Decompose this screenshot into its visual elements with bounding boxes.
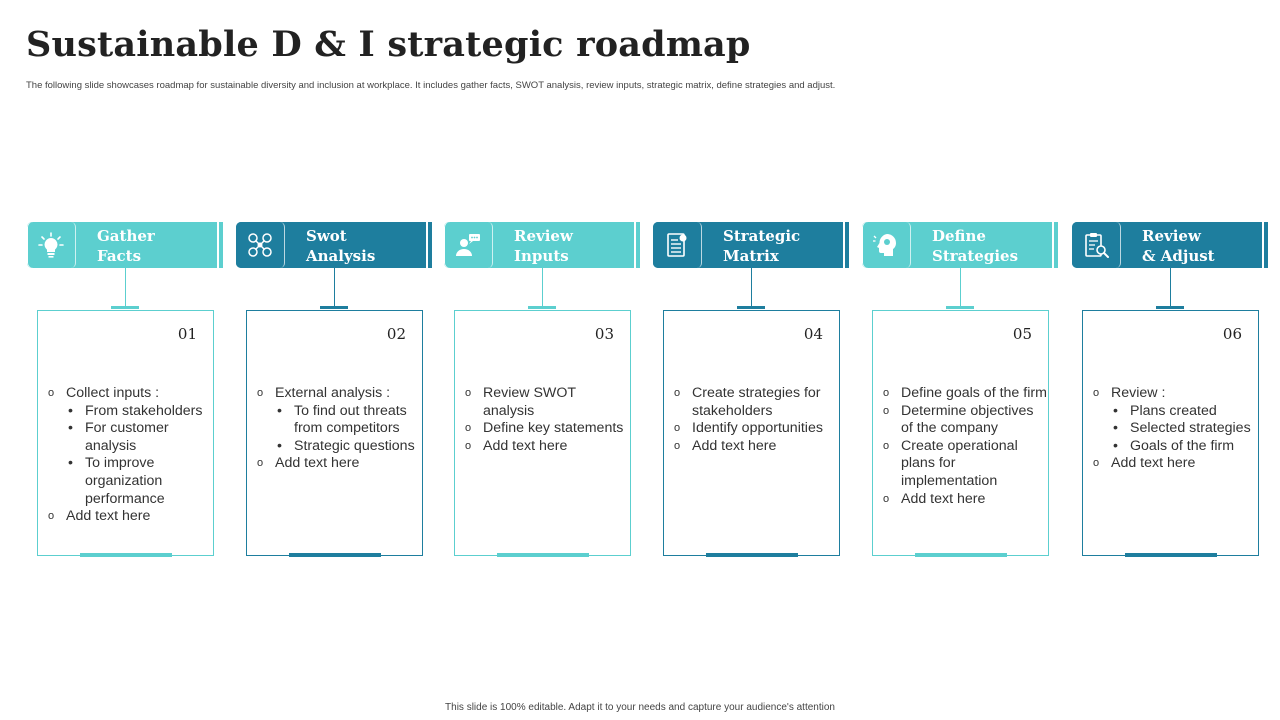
step-banner [444, 222, 640, 268]
list-item: • Plans created [1093, 403, 1258, 421]
list-item: o Determine objectives of the company [883, 403, 1048, 438]
footer-note: This slide is 100% editable. Adapt it to your needs and capture your audience's attention [445, 702, 835, 713]
lightbulb-icon [27, 222, 76, 268]
list-item: o Define key statements [465, 420, 630, 438]
page-title: Sustainable D & I strategic roadmap [26, 24, 751, 65]
document-badge-icon [653, 222, 702, 268]
step-banner [653, 222, 849, 268]
list-item: o Add text here [1093, 455, 1258, 473]
step-swot-analysis [236, 222, 432, 558]
step-number: 02 [386, 325, 406, 343]
connector-line [334, 268, 335, 308]
list-item: o Review : [1093, 385, 1258, 403]
step-card [37, 310, 214, 556]
step-list [48, 385, 213, 526]
step-review-inputs [444, 222, 640, 558]
connector-line [125, 268, 126, 308]
step-banner [862, 222, 1058, 268]
list-item: • From stakeholders [48, 403, 213, 421]
connector-line [542, 268, 543, 308]
clipboard-search-icon [1072, 222, 1121, 268]
list-item: • To find out threats from competitors [257, 403, 422, 438]
step-card [454, 310, 631, 556]
list-item: • For customer analysis [48, 420, 213, 455]
step-title: Swot Analysis [306, 227, 376, 265]
swot-icon [236, 222, 285, 268]
list-item: o External analysis : [257, 385, 422, 403]
step-list [883, 385, 1048, 508]
list-item: o Identify opportunities [674, 420, 839, 438]
list-item: • Selected strategies [1093, 420, 1258, 438]
list-item: • Goals of the firm [1093, 438, 1258, 456]
step-strategic-matrix [653, 222, 849, 558]
list-item: o Collect inputs : [48, 385, 213, 403]
list-item: o Add text here [883, 491, 1048, 509]
step-title: Gather Facts [97, 227, 155, 265]
step-list [1093, 385, 1258, 473]
step-list [257, 385, 422, 473]
connector-line [751, 268, 752, 308]
step-banner [236, 222, 432, 268]
step-banner [1072, 222, 1268, 268]
step-card [663, 310, 840, 556]
step-title: Review Inputs [514, 227, 573, 265]
person-chat-icon [444, 222, 493, 268]
list-item: o Add text here [465, 438, 630, 456]
step-review-adjust [1072, 222, 1268, 558]
list-item: • To improve organization performance [48, 455, 213, 508]
step-number: 04 [803, 325, 823, 343]
step-title: Strategic Matrix [723, 227, 801, 265]
step-list [465, 385, 630, 455]
step-number: 03 [594, 325, 614, 343]
step-number: 06 [1222, 325, 1242, 343]
step-list [674, 385, 839, 455]
list-item: o Add text here [257, 455, 422, 473]
list-item: o Add text here [674, 438, 839, 456]
connector-line [960, 268, 961, 308]
connector-line [1170, 268, 1171, 308]
step-title: Define Strategies [932, 227, 1019, 265]
list-item: • Strategic questions [257, 438, 422, 456]
step-gather-facts [27, 222, 223, 558]
step-define-strategies [862, 222, 1058, 558]
head-idea-icon [862, 222, 911, 268]
list-item: o Create operational plans for implementation [883, 438, 1048, 491]
step-card [872, 310, 1049, 556]
step-number: 05 [1012, 325, 1032, 343]
list-item: o Create strategies for stakeholders [674, 385, 839, 420]
step-number: 01 [177, 325, 197, 343]
page-subtitle: The following slide showcases roadmap for sustainable diversity and inclusion at workplace. It includes gather facts, SWOT analysis, review inputs, strategic matrix, define strategies and adjust. [26, 80, 836, 91]
list-item: o Define goals of the firm [883, 385, 1048, 403]
list-item: o Add text here [48, 508, 213, 526]
step-title: Review & Adjust [1142, 227, 1215, 265]
step-card [1082, 310, 1259, 556]
step-banner [27, 222, 223, 268]
list-item: o Review SWOT analysis [465, 385, 630, 420]
step-card [246, 310, 423, 556]
